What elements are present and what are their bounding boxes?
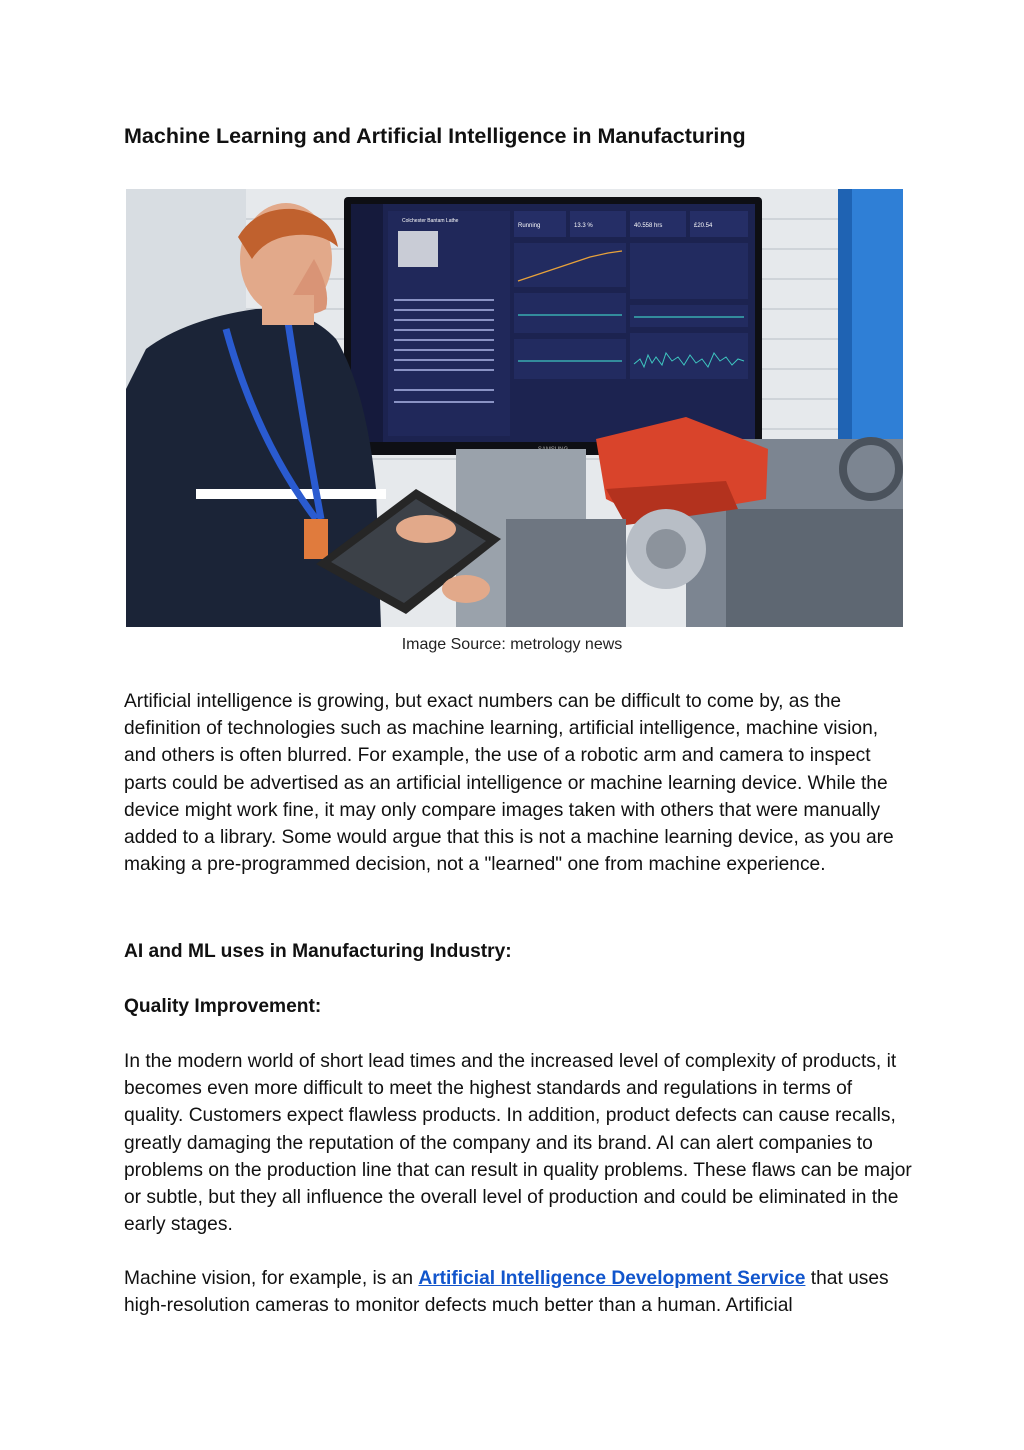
paragraph-machine-vision	[124, 1265, 914, 1319]
kpi-efficiency: 13.3 %	[574, 223, 593, 229]
section-heading-uses: AI and ML uses in Manufacturing Industry:	[124, 941, 512, 962]
kpi-status: Running	[518, 223, 541, 229]
kpi-hours: 40.558 hrs	[634, 223, 663, 229]
kpi-cost: £20.54	[694, 223, 713, 229]
section-heading-quality: Quality Improvement:	[124, 996, 322, 1017]
article-photo	[126, 189, 903, 627]
ai-development-service-link[interactable]: Artificial Intelligence Development Service	[418, 1268, 806, 1289]
page-title: Machine Learning and Artificial Intelligence in Manufacturing	[124, 124, 746, 148]
paragraph-text-before-link: Machine vision, for example, is an	[124, 1268, 419, 1289]
image-caption: Image Source: metrology news	[401, 636, 623, 653]
paragraph-intro: Artificial intelligence is growing, but exact numbers can be difficult to come by, as the definition of technologies such as machine learning, artificial intelligence, machine vision, and others is often blurred. For example, the use of a robotic arm and camera to inspect parts could be advertised as an artificial intelligence or machine learning device. While the device might work fine, it may only compare images taken with others that were manually added to a library. Some would argue that this is not a machine learning device, as you are making a pre-programmed decision, not a "learned" one from machine experience.	[124, 691, 894, 876]
dashboard-machine-name: Colchester Bantam Lathe	[402, 218, 459, 224]
paragraph-text-after-link: that uses high-resolution cameras to monitor defects much better than a human. Artificial	[124, 1268, 889, 1317]
paragraph-quality: In the modern world of short lead times and the increased level of complexity of products, it becomes even more difficult to meet the highest standards and regulations in terms of quality. Customers expect flawless products. In addition, product defects can cause recalls, greatly damaging the reputation of the company and its brand. AI can alert companies to problems on the production line that can result in quality problems. These flaws can be major or subtle, but they all influence the overall level of production and could be eliminated in the early stages.	[124, 1051, 912, 1236]
